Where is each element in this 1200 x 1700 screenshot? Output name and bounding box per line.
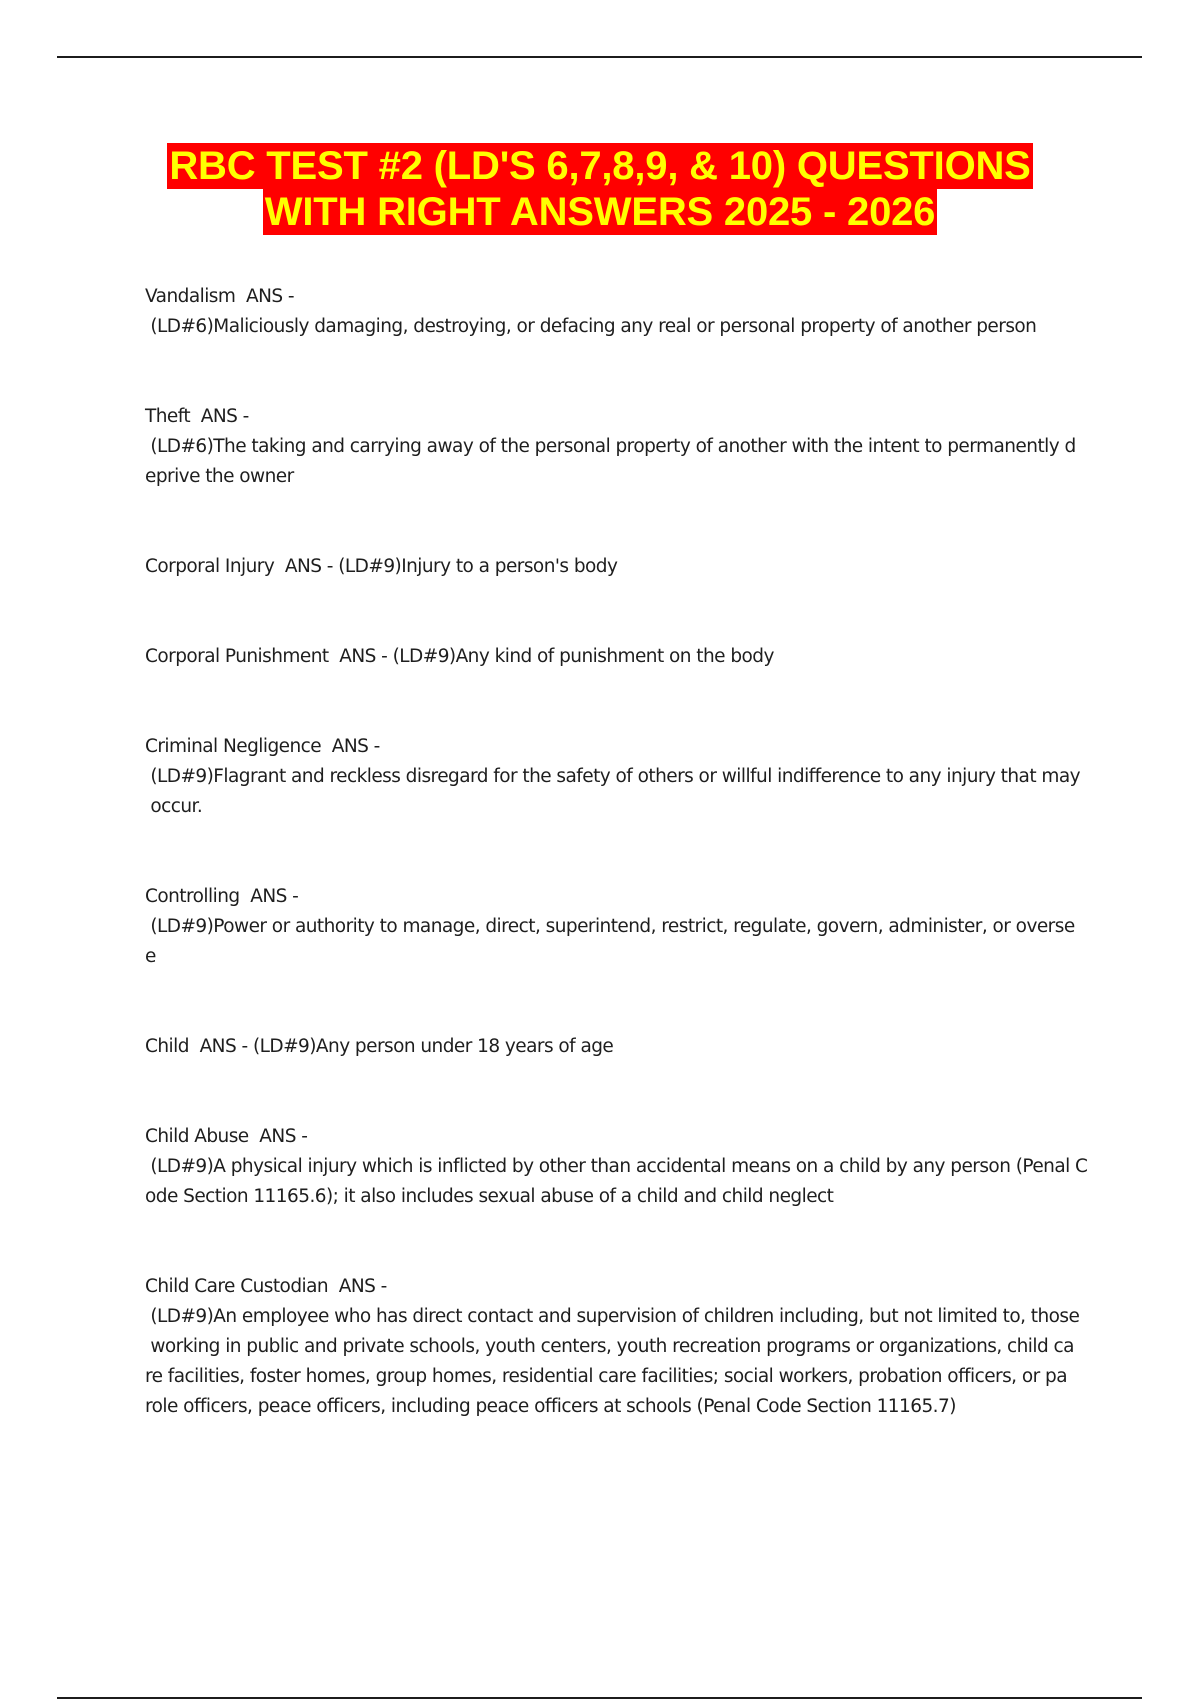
entry-term: Corporal Punishment ANS - (LD#9)Any kind of punishment on the body bbox=[145, 646, 774, 667]
entry-definition-line: (LD#9)Flagrant and reckless disregard for the safety of others or willful indifference to any injury that may bbox=[145, 766, 1081, 787]
entry-definition-line: role officers, peace officers, including peace officers at schools (Penal Code Section 11165.7) bbox=[145, 1396, 956, 1417]
entry-term: Theft ANS - bbox=[145, 406, 249, 427]
entry-term: Child ANS - (LD#9)Any person under 18 years of age bbox=[145, 1036, 614, 1057]
entry-term: Corporal Injury ANS - (LD#9)Injury to a person's body bbox=[145, 556, 618, 577]
qa-entry-corporal-injury bbox=[145, 552, 1090, 582]
entry-definition-line: (LD#9)Power or authority to manage, direct, superintend, restrict, regulate, govern, administer, or overse bbox=[145, 916, 1075, 937]
entry-term: Child Care Custodian ANS - bbox=[145, 1276, 387, 1297]
entry-definition-line: occur. bbox=[145, 796, 203, 817]
qa-entry-corporal-punishment bbox=[145, 642, 1090, 672]
entry-definition-line: e bbox=[145, 946, 156, 967]
entry-term: Controlling ANS - bbox=[145, 886, 299, 907]
entry-term: Criminal Negligence ANS - bbox=[145, 736, 380, 757]
entry-definition-line: (LD#9)An employee who has direct contact and supervision of children including, but not limited to, those bbox=[145, 1306, 1080, 1327]
document-title bbox=[0, 143, 1200, 235]
entry-definition-line: ode Section 11165.6); it also includes sexual abuse of a child and child neglect bbox=[145, 1186, 834, 1207]
qa-entry-theft bbox=[145, 402, 1090, 492]
qa-entries bbox=[145, 282, 1090, 1422]
entry-definition-line: (LD#9)A physical injury which is inflicted by other than accidental means on a child by any person (Penal C bbox=[145, 1156, 1088, 1177]
qa-entry-vandalism bbox=[145, 282, 1090, 342]
entry-definition-line: eprive the owner bbox=[145, 466, 294, 487]
entry-definition-line: re facilities, foster homes, group homes, residential care facilities; social workers, probation officers, or pa bbox=[145, 1366, 1067, 1387]
entry-definition-line: working in public and private schools, youth centers, youth recreation programs or organizations, child ca bbox=[145, 1336, 1074, 1357]
entry-definition-line: (LD#6)The taking and carrying away of the personal property of another with the intent to permanently d bbox=[145, 436, 1076, 457]
qa-entry-child bbox=[145, 1032, 1090, 1062]
entry-definition-line: (LD#6)Maliciously damaging, destroying, or defacing any real or personal property of another person bbox=[145, 316, 1037, 337]
qa-entry-controlling bbox=[145, 882, 1090, 972]
bottom-rule bbox=[57, 1697, 1142, 1699]
entry-term: Vandalism ANS - bbox=[145, 286, 295, 307]
title-line-2: WITH RIGHT ANSWERS 2025 - 2026 bbox=[264, 190, 936, 234]
qa-entry-child-abuse bbox=[145, 1122, 1090, 1212]
title-line-1: RBC TEST #2 (LD'S 6,7,8,9, & 10) QUESTIONS bbox=[169, 144, 1031, 188]
qa-entry-child-care-custodian bbox=[145, 1272, 1090, 1422]
top-rule bbox=[57, 56, 1142, 58]
entry-term: Child Abuse ANS - bbox=[145, 1126, 308, 1147]
qa-entry-criminal-negligence bbox=[145, 732, 1090, 822]
